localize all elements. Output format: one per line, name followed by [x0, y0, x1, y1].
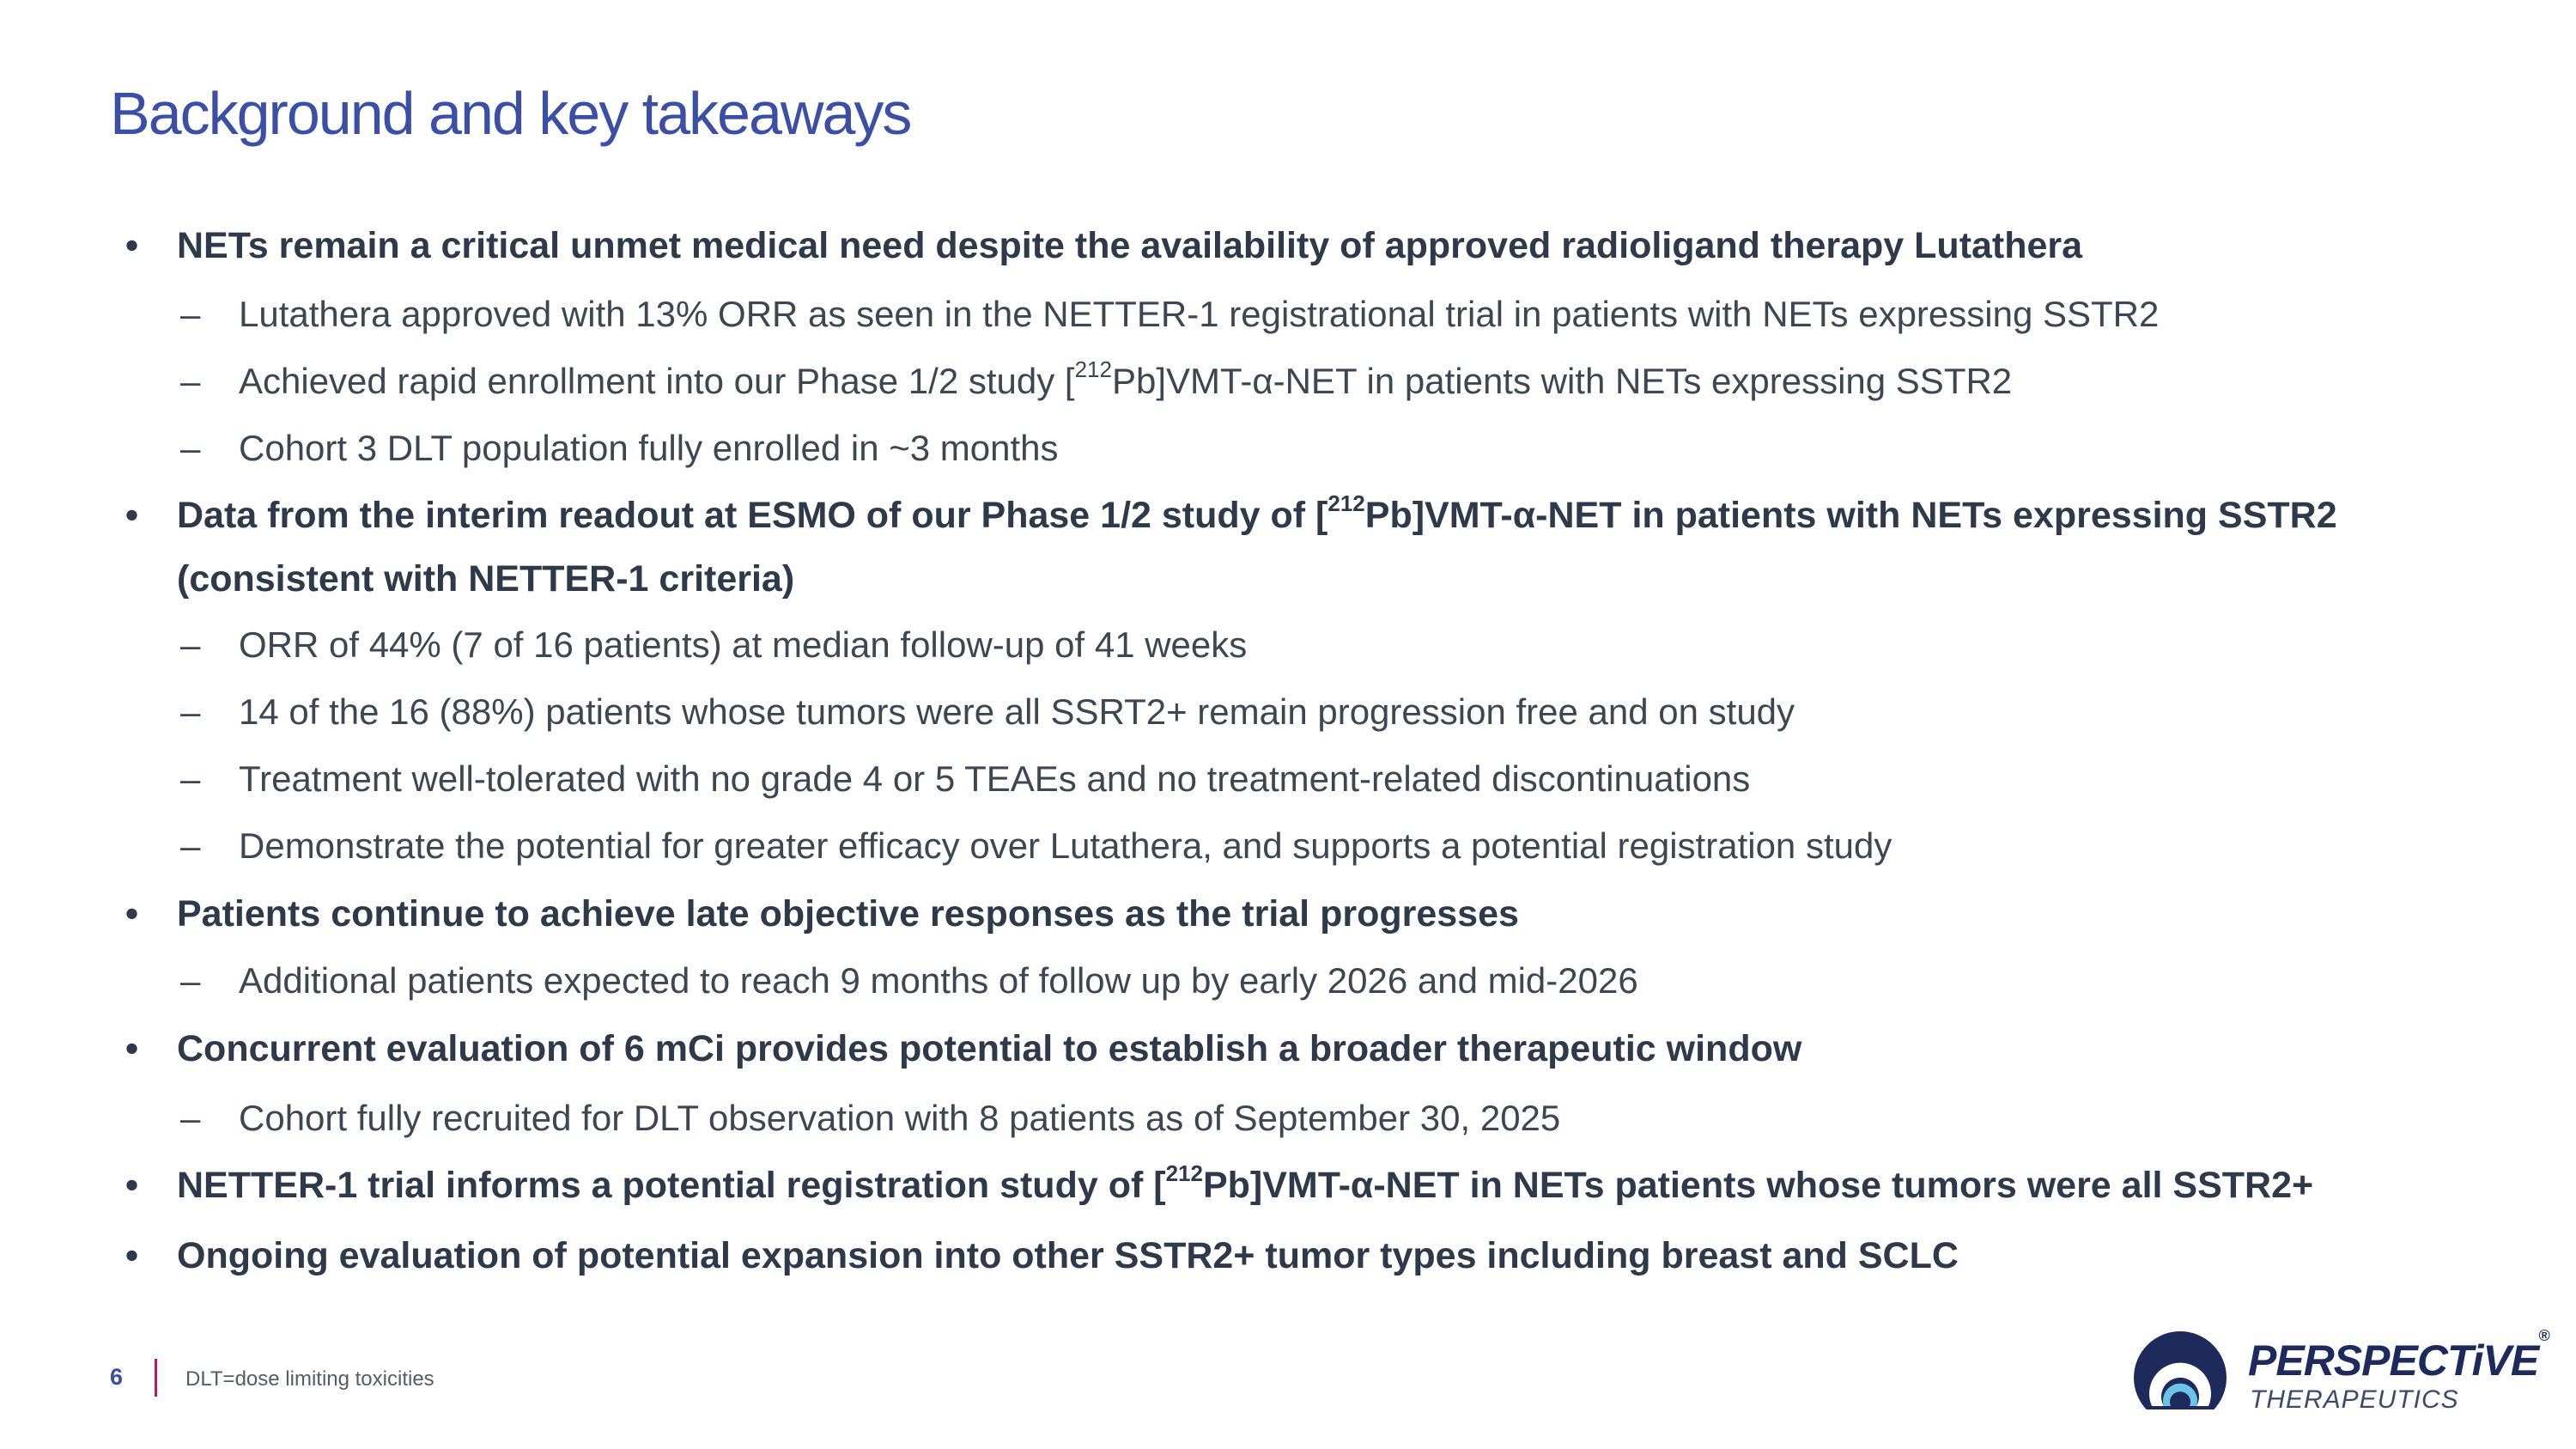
footnote: DLT=dose limiting toxicities: [185, 1367, 434, 1391]
bullet-text: Data from the interim readout at ESMO of our Phase 1/2 study of [$^{212}$Pb]VMT-α-NET in patients with NETs expressing SSTR2: [177, 490, 2337, 536]
slide-title: Background and key takeaways: [110, 80, 911, 147]
bullet-text: NETTER-1 trial informs a potential registration study of [$^{212}$Pb]VMT-α-NET in NETs patients whose tumors were all SSTR2+: [177, 1160, 2314, 1206]
bullet-text: (consistent with NETTER-1 criteria): [177, 558, 795, 600]
sub-bullet-text: ORR of 44% (7 of 16 patients) at median follow-up of 41 weeks: [239, 624, 1248, 665]
dash-icon: –: [180, 691, 201, 732]
bullet-text: Concurrent evaluation of 6 mCi provides potential to establish a broader therapeutic window: [177, 1028, 1802, 1069]
logo-mark-icon: [2129, 1327, 2231, 1428]
page-number: 6: [110, 1364, 124, 1390]
sub-bullet-text: Cohort 3 DLT population fully enrolled in ~3 months: [239, 428, 1059, 468]
sub-bullet-text: Additional patients expected to reach 9 months of follow up by early 2026 and mid-2026: [239, 960, 1638, 1001]
sub-bullet-text: Cohort fully recruited for DLT observation with 8 patients as of September 30, 2025: [239, 1098, 1561, 1138]
logo-subtitle: THERAPEUTICS: [2250, 1385, 2459, 1414]
bullet-text: NETs remain a critical unmet medical need despite the availability of approved radioligand therapy Lutathera: [177, 225, 2083, 266]
footer-divider: [155, 1359, 157, 1397]
bullet-icon: •: [125, 225, 139, 266]
bullet-icon: •: [125, 495, 139, 536]
dash-icon: –: [180, 428, 201, 468]
sub-bullet-text: Achieved rapid enrollment into our Phase 1/2 study [$^{212}$Pb]VMT-α-NET in patients with NETs expressing SSTR2: [239, 356, 2013, 401]
dash-icon: –: [180, 960, 201, 1001]
bullet-icon: •: [125, 1028, 139, 1069]
dash-icon: –: [180, 624, 201, 665]
bullet-text: Patients continue to achieve late objective responses as the trial progresses: [177, 893, 1519, 935]
bullet-icon: •: [125, 1235, 139, 1276]
dash-icon: –: [180, 361, 201, 401]
sub-bullet-text: Treatment well-tolerated with no grade 4 or 5 TEAEs and no treatment-related discontinuations: [239, 758, 1751, 799]
company-logo: [2129, 1327, 2549, 1430]
bullet-text: Ongoing evaluation of potential expansion into other SSTR2+ tumor types including breast and SCLC: [177, 1235, 1959, 1276]
sub-bullet-text: 14 of the 16 (88%) patients whose tumors were all SSRT2+ remain progression free and on study: [239, 691, 1795, 732]
bullet-icon: •: [125, 1165, 139, 1206]
bullet-icon: •: [125, 893, 139, 935]
sub-bullet-text: Demonstrate the potential for greater efficacy over Lutathera, and supports a potential registration study: [239, 825, 1893, 866]
dash-icon: –: [180, 1098, 201, 1138]
sub-bullet-text: Lutathera approved with 13% ORR as seen in the NETTER-1 registrational trial in patients with NETs expressing SSTR2: [239, 294, 2160, 334]
dash-icon: –: [180, 825, 201, 866]
dash-icon: –: [180, 294, 201, 334]
dash-icon: –: [180, 758, 201, 799]
logo-wordmark: PERSPECTiVE®: [2248, 1327, 2549, 1385]
